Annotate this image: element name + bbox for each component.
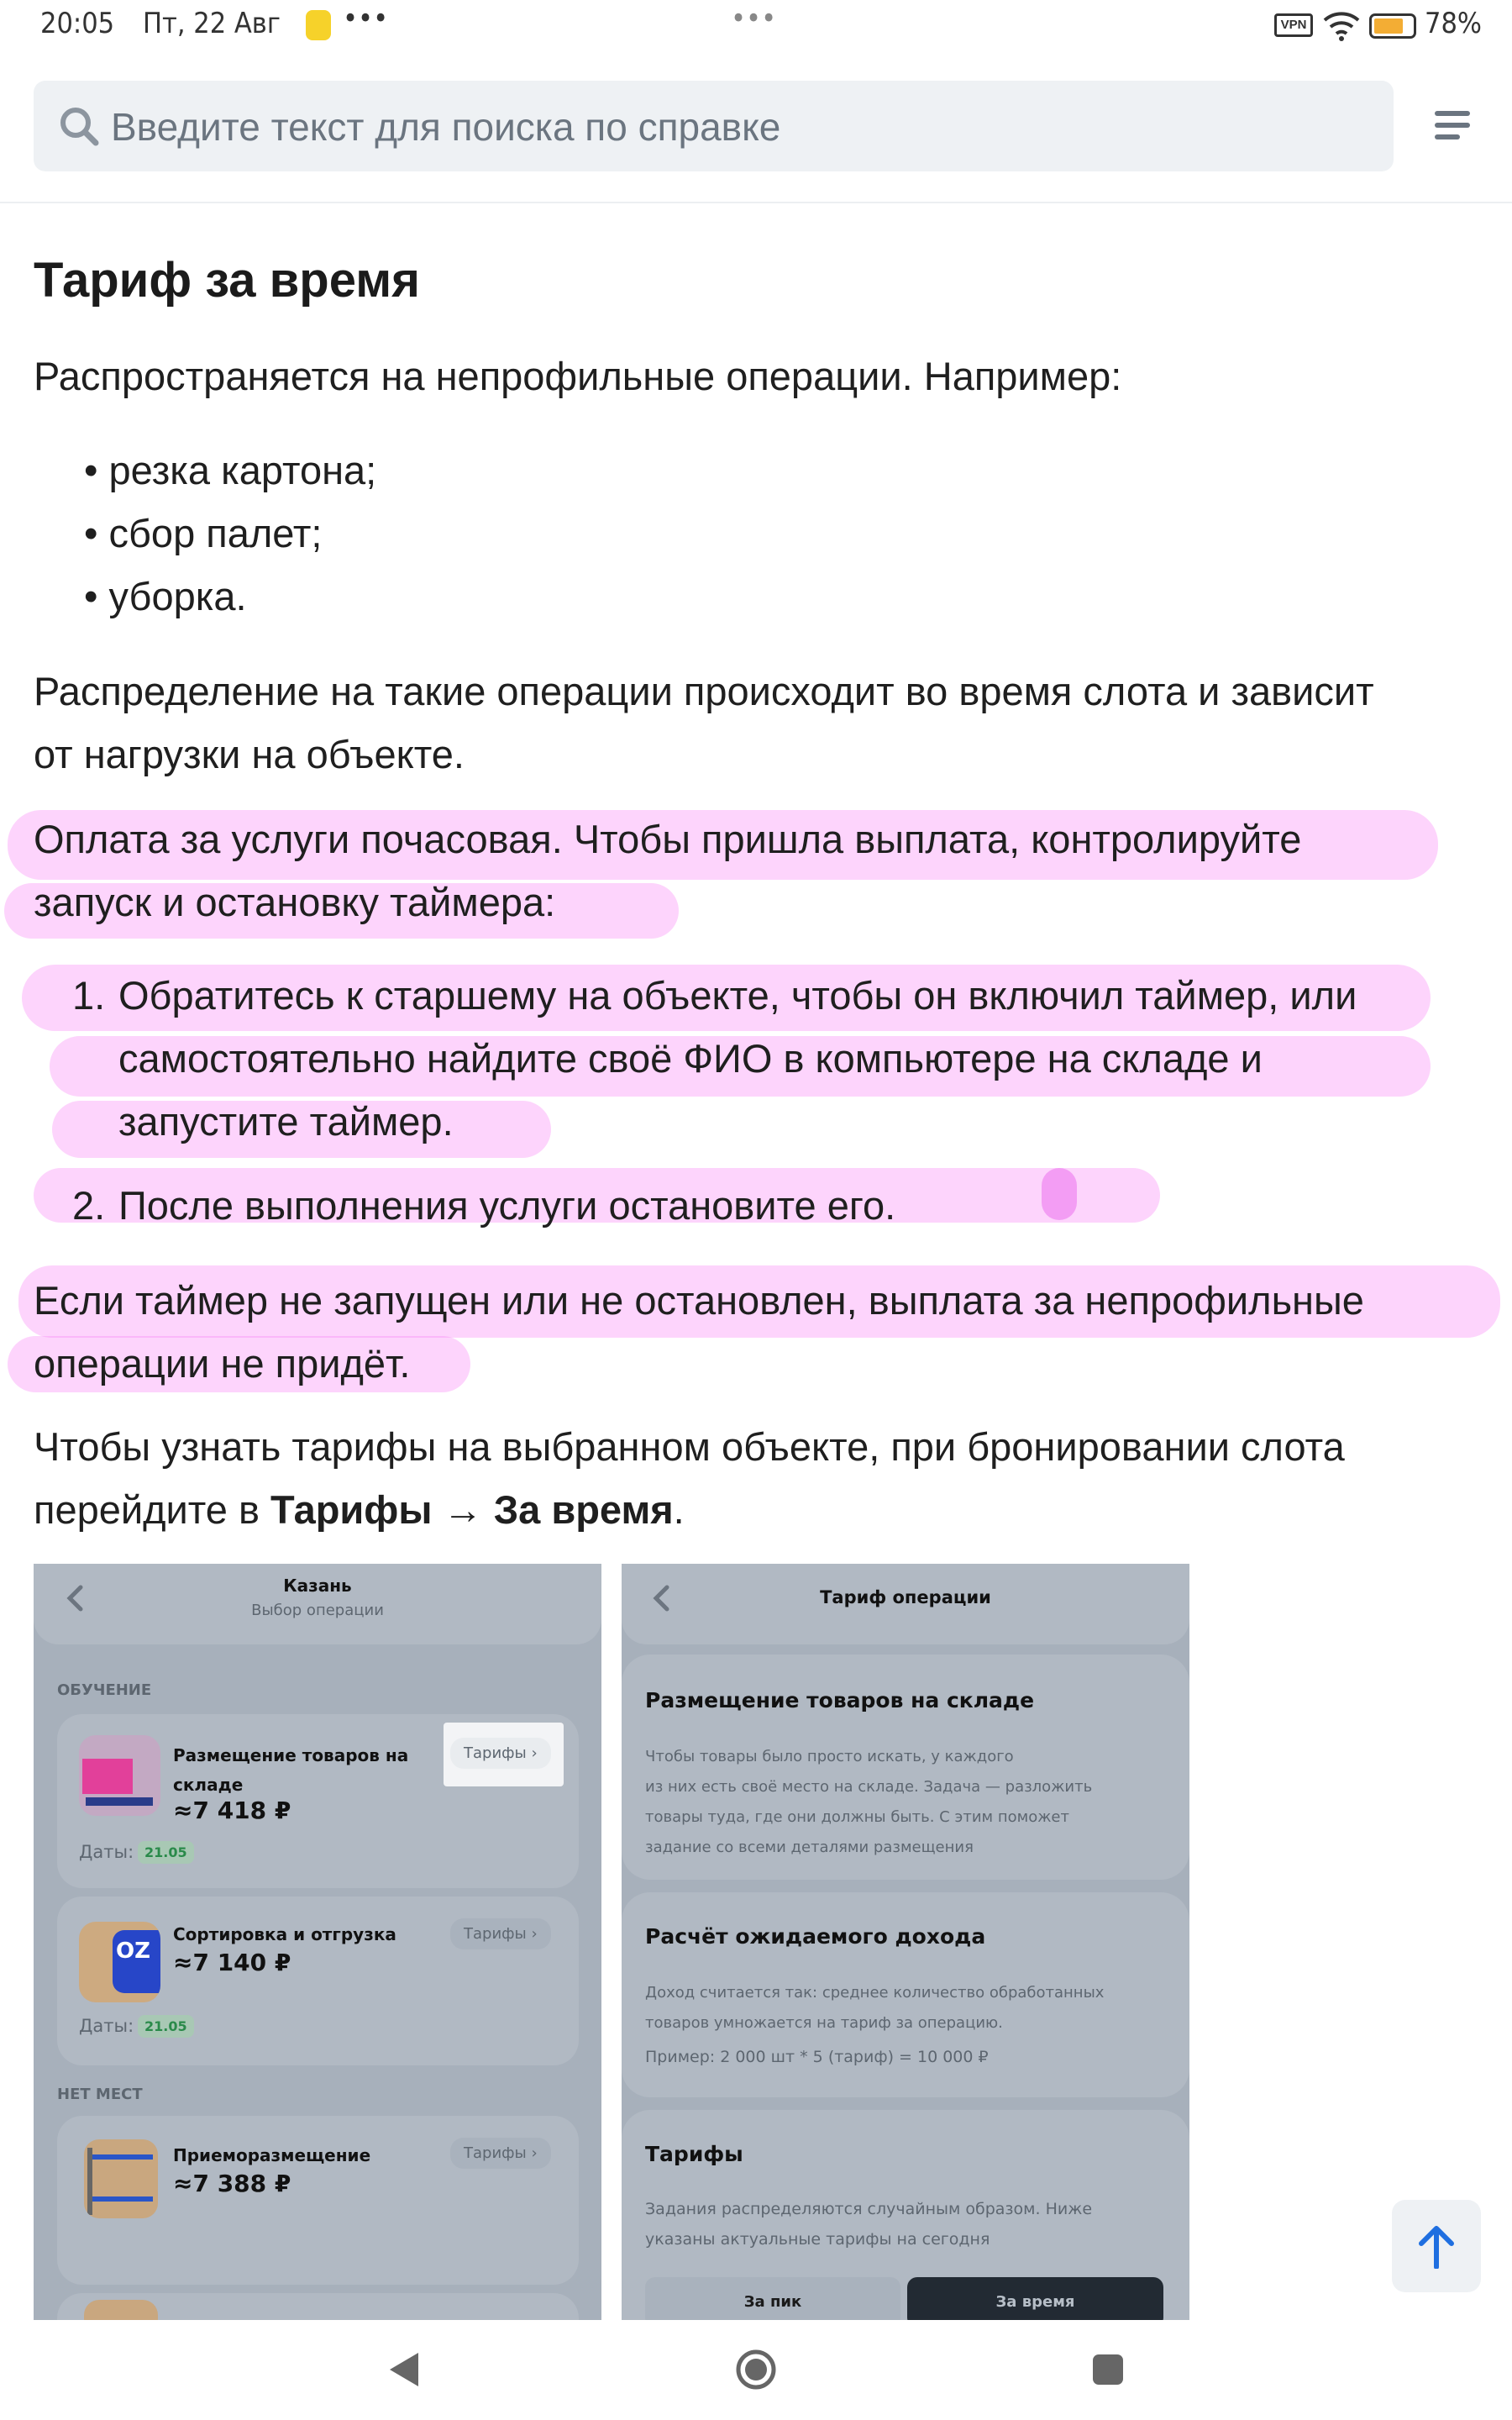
- dates-label: Даты:: [79, 1842, 134, 1862]
- text-line: Чтобы товары было просто искать, у каждого: [645, 1748, 1014, 1765]
- card-heading: Размещение товаров на складе: [645, 1688, 1035, 1712]
- tariffs-path: Тарифы → За время: [270, 1487, 674, 1532]
- operation-card: [57, 1897, 579, 2065]
- paragraph-line: Если таймер не запущен или не остановлен, выплата за непрофильные: [34, 1278, 1364, 1323]
- screenshot-operation-tariff: [622, 1564, 1189, 2320]
- bullet-item: • резка картона;: [84, 448, 377, 492]
- nav-recents-icon[interactable]: [1093, 2354, 1123, 2385]
- step-line: запустите таймер.: [118, 1099, 454, 1144]
- step-number: 1.: [72, 973, 106, 1018]
- date-badge: 21.05: [138, 1841, 194, 1864]
- card-heading: Тарифы: [645, 2142, 743, 2166]
- battery-percent: 78%: [1425, 7, 1482, 40]
- tab-peak: За пик: [645, 2277, 900, 2320]
- card-heading: Расчёт ожидаемого дохода: [645, 1924, 986, 1949]
- section-label: НЕТ МЕСТ: [57, 2086, 143, 2103]
- bullet-text: резка картона;: [108, 448, 377, 492]
- step-number: 2.: [72, 1183, 106, 1228]
- text-line: товары туда, где они должны быть. С этим поможет: [645, 1808, 1069, 1826]
- paragraph-line: Распределение на такие операции происходит во время слота и зависит: [34, 669, 1374, 713]
- paragraph-line: операции не придёт.: [34, 1341, 411, 1386]
- card-price: ≈7 388 ₽: [173, 2170, 291, 2197]
- bullet-item: • уборка.: [84, 574, 247, 618]
- screenshot-operation-select: [34, 1564, 601, 2320]
- search-icon: [59, 106, 101, 148]
- section-label: ОБУЧЕНИЕ: [57, 1681, 152, 1699]
- bullet-item: • сбор палет;: [84, 511, 323, 555]
- screen-title: Тариф операции: [820, 1587, 991, 1607]
- step-line: Обратитесь к старшему на объекте, чтобы он включил таймер, или: [118, 973, 1357, 1018]
- highlight-stroke: [1042, 1168, 1077, 1220]
- card-price: ≈7 140 ₽: [173, 1949, 291, 1976]
- operation-card: [57, 1714, 579, 1888]
- operation-card: [57, 2293, 579, 2320]
- text-line: задание со всеми деталями размещения: [645, 1839, 974, 1856]
- nav-home-icon[interactable]: [735, 2349, 777, 2391]
- arrow-up-icon: [1418, 2223, 1455, 2269]
- paragraph-line: [34, 1486, 685, 1533]
- operation-card: [57, 2116, 579, 2285]
- battery-icon: [1369, 13, 1416, 39]
- date-badge: 21.05: [138, 2015, 194, 2038]
- card-title: [173, 1741, 408, 1800]
- text-line: Доход считается так: среднее количество обработанных: [645, 1984, 1105, 2002]
- wifi-icon: [1323, 10, 1360, 42]
- tariffs-button: Тарифы ›: [450, 2138, 551, 2169]
- text-line: товаров умножается на тариф за операцию.: [645, 2014, 1003, 2032]
- text-line: указаны актуальные тарифы на сегодня: [645, 2230, 990, 2249]
- intro-text: Распространяется на непрофильные операции. Например:: [34, 354, 1122, 398]
- header-divider: [0, 202, 1512, 203]
- income-example: Пример: 2 000 шт * 5 (тариф) = 10 000 ₽: [645, 2048, 989, 2066]
- title-line: складе: [173, 1775, 244, 1795]
- search-placeholder: Введите текст для поиска по справке: [111, 105, 781, 149]
- vpn-icon: VPN: [1274, 13, 1313, 37]
- text-line: из них есть своё место на складе. Задача — разложить: [645, 1778, 1093, 1796]
- city-title: Казань: [283, 1576, 352, 1596]
- tariffs-button: Тарифы ›: [450, 1918, 551, 1949]
- notification-icon: [306, 10, 331, 40]
- paragraph-line: Оплата за услуги почасовая. Чтобы пришла выплата, контролируйте: [34, 817, 1302, 861]
- text: .: [673, 1487, 685, 1532]
- status-time: 20:05: [40, 7, 115, 40]
- article-title: Тариф за время: [34, 253, 420, 308]
- card-title: Приеморазмещение: [173, 2145, 371, 2165]
- status-center-dots: •••: [731, 2, 777, 35]
- step-line: После выполнения услуги остановите его.: [118, 1183, 896, 1228]
- dates-label: Даты:: [79, 2016, 134, 2036]
- info-card: [622, 1892, 1189, 2097]
- paragraph-line: от нагрузки на объекте.: [34, 732, 465, 776]
- title-line: Размещение товаров на: [173, 1745, 409, 1765]
- shelf-image: [84, 2139, 158, 2218]
- card-text: [645, 1978, 1104, 2039]
- info-card: [622, 1655, 1189, 1880]
- info-card: [622, 2110, 1189, 2320]
- paragraph-line: запуск и остановку таймера:: [34, 880, 556, 924]
- bullet-text: уборка.: [108, 574, 247, 618]
- card-title: Сортировка и отгрузка: [173, 1924, 396, 1944]
- paragraph-line: Чтобы узнать тарифы на выбранном объекте, при бронировании слота: [34, 1424, 1345, 1469]
- text: перейдите в: [34, 1487, 271, 1532]
- tariffs-button: Тарифы ›: [450, 1738, 551, 1769]
- screen-subtitle: Выбор операции: [251, 1602, 384, 1619]
- nav-back-icon[interactable]: [388, 2351, 420, 2388]
- tab-time: За время: [907, 2277, 1163, 2320]
- bullet-text: сбор палет;: [108, 511, 323, 555]
- step-line: самостоятельно найдите своё ФИО в компьютере на складе и: [118, 1036, 1263, 1081]
- delivery-van-image: OZ: [79, 1922, 160, 2002]
- card-text: [645, 1742, 1092, 1863]
- card-text: [645, 2194, 1092, 2254]
- cart-image: [79, 1735, 160, 1816]
- card-price: ≈7 418 ₽: [173, 1797, 291, 1824]
- status-more: •••: [343, 2, 389, 35]
- status-date: Пт, 22 Авг: [143, 7, 281, 40]
- text-line: Задания распределяются случайным образом. Ниже: [645, 2200, 1093, 2218]
- menu-icon[interactable]: [1435, 109, 1470, 141]
- scroll-top-button[interactable]: [1392, 2200, 1481, 2292]
